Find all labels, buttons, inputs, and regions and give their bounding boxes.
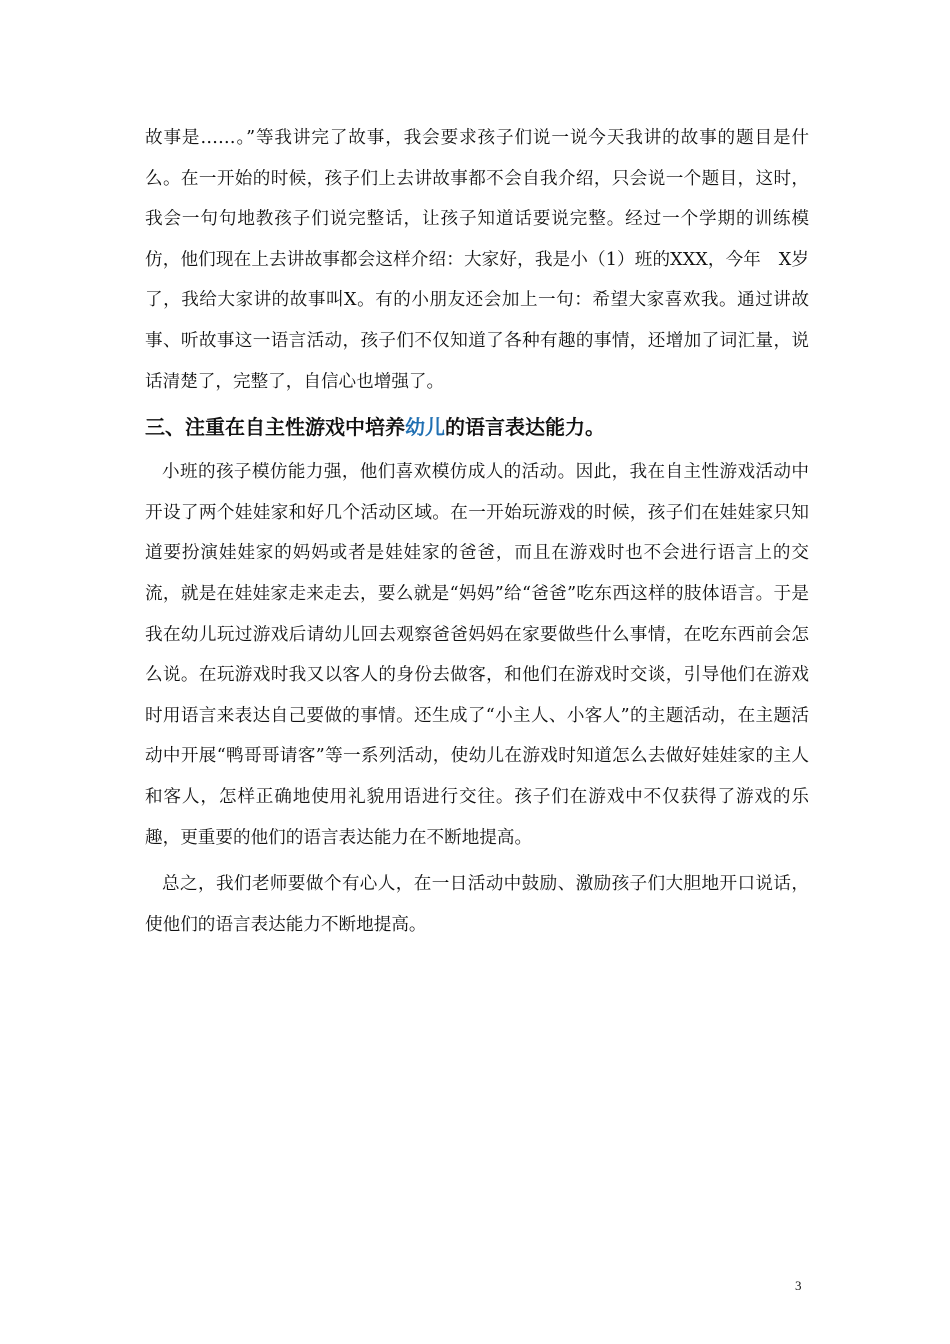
section-heading-3	[145, 402, 809, 452]
heading-text-before: 三、注重在自主性游戏中培养	[145, 415, 405, 440]
document-body	[145, 118, 809, 945]
heading-text-highlight: 幼儿	[405, 415, 445, 440]
page-number: 3	[795, 1278, 802, 1293]
paragraph-conclusion: 总之，我们老师要做个有心人，在一日活动中鼓励、激励孩子们大胆地开口说话，使他们的语言表达能力不断地提高。	[145, 874, 809, 935]
paragraph-story-intro: 故事是……。”等我讲完了故事，我会要求孩子们说一说今天我讲的故事的题目是什么。在一开始的时候，孩子们上去讲故事都不会自我介绍，只会说一个题目，这时，我会一句句地教孩子们说完整话，让孩子知道话要说完整。经过一个学期的训练模仿，他们现在上去讲故事都会这样介绍：大家好，我是小（1）班的XXX，今年 X岁了，我给大家讲的故事叫X。有的小朋友还会加上一句：希望大家喜欢我。通过讲故事、听故事这一语言活动，孩子们不仅知道了各种有趣的事情，还增加了词汇量，说话清楚了，完整了，自信心也增强了。	[145, 128, 809, 392]
paragraph-role-play: 小班的孩子模仿能力强，他们喜欢模仿成人的活动。因此，我在自主性游戏活动中开设了两个娃娃家和好几个活动区域。在一开始玩游戏的时候，孩子们在娃娃家只知道要扮演娃娃家的妈妈或者是娃娃家的爸爸，而且在游戏时也不会进行语言上的交流，就是在娃娃家走来走去，要么就是“妈妈”给“爸爸”吃东西这样的肢体语言。于是我在幼儿玩过游戏后请幼儿回去观察爸爸妈妈在家要做些什么事情，在吃东西前会怎么说。在玩游戏时我又以客人的身份去做客，和他们在游戏时交谈，引导他们在游戏时用语言来表达自己要做的事情。还生成了“小主人、小客人”的主题活动，在主题活动中开展“鸭哥哥请客”等一系列活动，使幼儿在游戏时知道怎么去做好娃娃家的主人和客人，怎样正确地使用礼貌用语进行交往。孩子们在游戏中不仅获得了游戏的乐趣，更重要的他们的语言表达能力在不断地提高。	[145, 462, 809, 848]
heading-text-after: 的语言表达能力。	[445, 415, 605, 440]
